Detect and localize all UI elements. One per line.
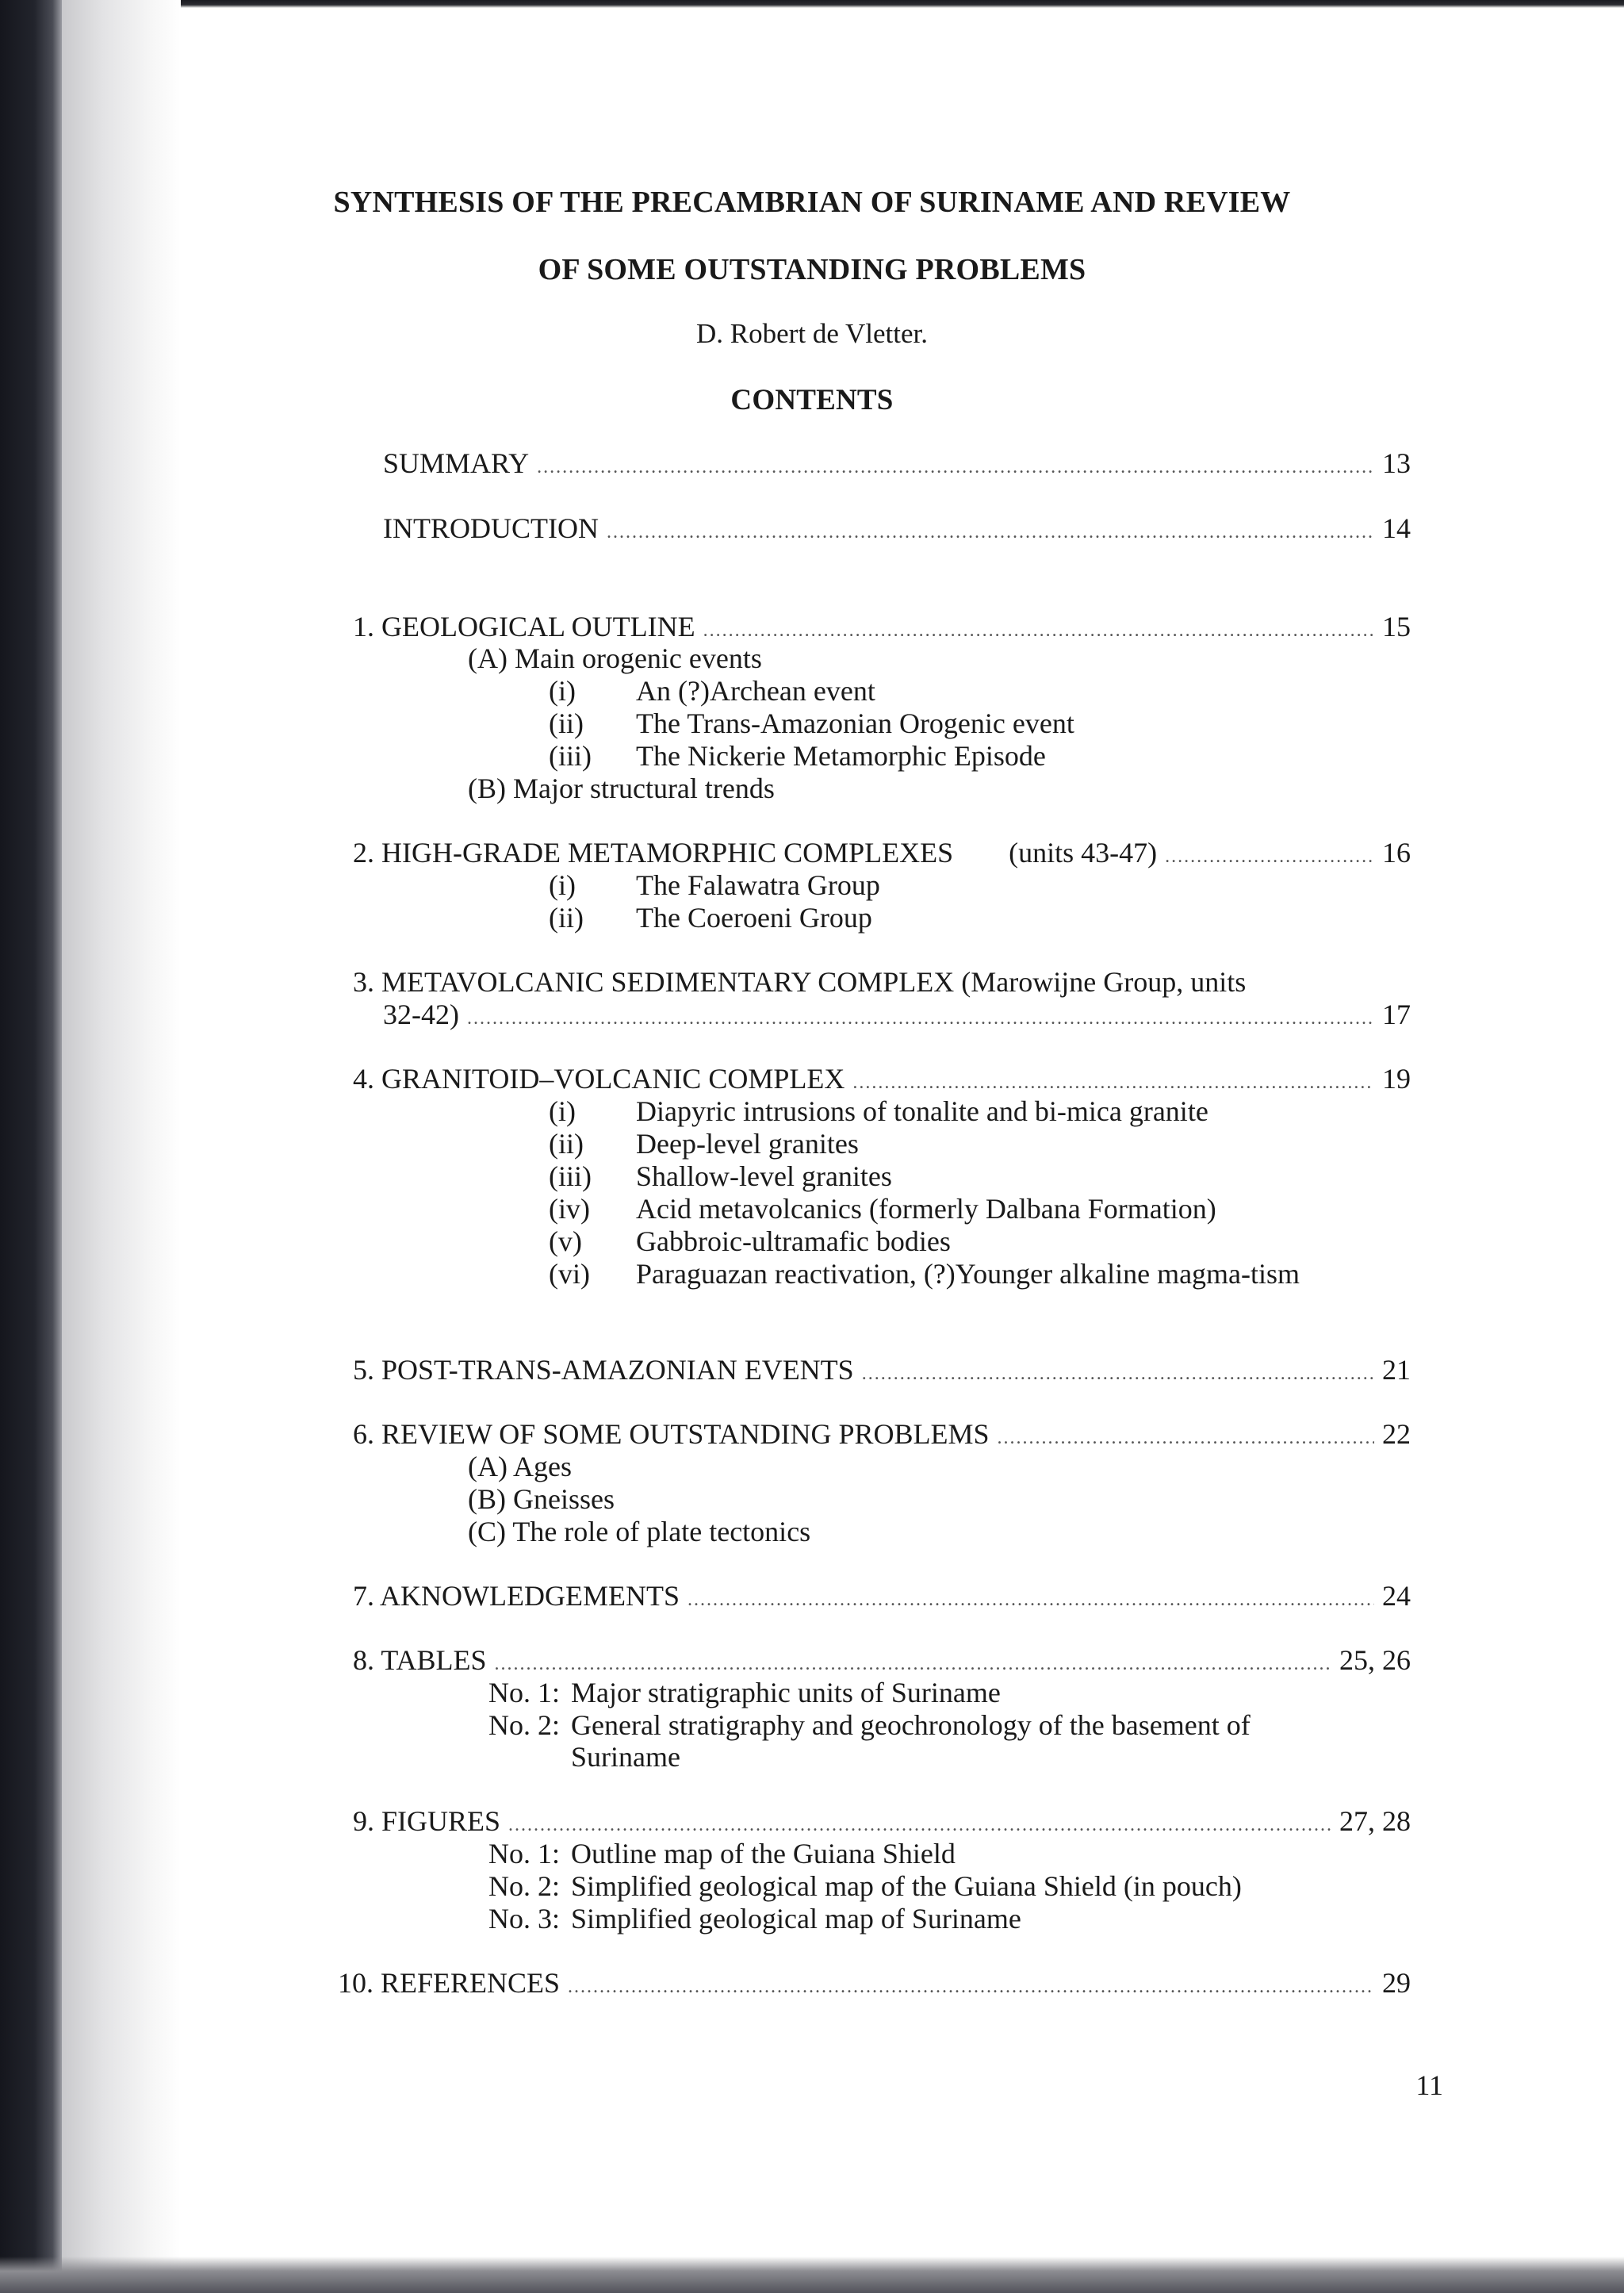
toc-page-number: 19 <box>1382 1063 1411 1095</box>
toc-page-number: 17 <box>1382 999 1411 1030</box>
author: D. Robert de Vletter. <box>696 318 928 349</box>
toc-subentry: (v) Gabbroic-ultramafic bodies <box>549 1225 951 1257</box>
toc-subentry: (ii) The Trans-Amazonian Orogenic event <box>549 707 1074 739</box>
toc-units: (units 43-47) <box>1009 837 1158 869</box>
toc-subentry: (vi) Paraguazan reactivation, (?)Younger alkaline magma-tism <box>549 1258 1300 1290</box>
toc-label: 7. AKNOWLEDGEMENTS <box>353 1580 680 1612</box>
leader-dots <box>852 1063 1374 1099</box>
toc-entry-high-grade-metamorphic[interactable] <box>353 837 1411 872</box>
toc-page-number: 27, 28 <box>1339 1805 1411 1837</box>
leader-dots <box>1165 837 1374 872</box>
toc-page-number: 16 <box>1382 837 1411 869</box>
toc-entry-summary[interactable] <box>383 447 1411 483</box>
toc-entry-geological-outline[interactable] <box>353 611 1411 646</box>
toc-label: 10. REFERENCES <box>338 1967 561 1999</box>
toc-page-number: 13 <box>1382 447 1411 479</box>
toc-entry-acknowledgements[interactable] <box>353 1580 1411 1616</box>
toc-page-number: 22 <box>1382 1418 1411 1450</box>
toc-page-number: 14 <box>1382 512 1411 544</box>
toc-subentry: (B) Major structural trends <box>468 773 775 804</box>
toc-subentry: (A) Ages <box>468 1451 572 1482</box>
toc-subentry: (B) Gneisses <box>468 1483 615 1515</box>
toc-table-item: No. 2: General stratigraphy and geochronology of the basement of Suriname <box>488 1709 1251 1773</box>
toc-figure-item: No. 1: Outline map of the Guiana Shield <box>488 1838 956 1869</box>
toc-label: 32-42) <box>383 999 459 1030</box>
leader-dots <box>494 1644 1331 1680</box>
toc-label: 6. REVIEW OF SOME OUTSTANDING PROBLEMS <box>353 1418 990 1450</box>
toc-subentry: (iv) Acid metavolcanics (formerly Dalbana Formation) <box>549 1193 1216 1225</box>
toc-entry-figures[interactable] <box>353 1805 1411 1841</box>
toc-page-number: 15 <box>1382 611 1411 642</box>
toc-label: 2. HIGH-GRADE METAMORPHIC COMPLEXES <box>353 837 954 869</box>
title-line-1: SYNTHESIS OF THE PRECAMBRIAN OF SURINAME AND REVIEW <box>333 186 1291 219</box>
toc-subentry: (iii) The Nickerie Metamorphic Episode <box>549 740 1046 772</box>
toc-label: 1. GEOLOGICAL OUTLINE <box>353 611 695 642</box>
toc-label: INTRODUCTION <box>383 512 599 544</box>
toc-table-item: No. 1: Major stratigraphic units of Suriname <box>488 1677 1001 1708</box>
toc-label: 8. TABLES <box>353 1644 487 1676</box>
title-line-2: OF SOME OUTSTANDING PROBLEMS <box>538 253 1086 286</box>
toc-entry-metavolcanic-line-1[interactable]: 3. METAVOLCANIC SEDIMENTARY COMPLEX (Marowijne Group, units <box>353 966 1247 998</box>
toc-subentry: (iii) Shallow-level granites <box>549 1160 892 1192</box>
toc-entry-references[interactable] <box>338 1967 1411 2003</box>
toc-entry-tables[interactable] <box>353 1644 1411 1680</box>
toc-figure-item: No. 2: Simplified geological map of the Guiana Shield (in pouch) <box>488 1870 1242 1902</box>
toc-page-number: 21 <box>1382 1354 1411 1386</box>
toc-subentry: (C) The role of plate tectonics <box>468 1516 811 1547</box>
toc-label: 4. GRANITOID–VOLCANIC COMPLEX <box>353 1063 845 1095</box>
toc-subentry: (ii) Deep-level granites <box>549 1128 859 1160</box>
toc-label: SUMMARY <box>383 447 530 479</box>
toc-subentry: (i) The Falawatra Group <box>549 869 880 901</box>
toc-entry-introduction[interactable] <box>383 512 1411 548</box>
toc-figure-item: No. 3: Simplified geological map of Suriname <box>488 1903 1021 1934</box>
toc-entry-granitoid-volcanic[interactable] <box>353 1063 1411 1099</box>
leader-dots <box>508 1805 1331 1841</box>
leader-dots <box>467 999 1374 1034</box>
toc-entry-review-problems[interactable] <box>353 1418 1411 1454</box>
toc-page-number: 24 <box>1382 1580 1411 1612</box>
leader-dots <box>537 447 1374 483</box>
page-number: 11 <box>1415 2069 1443 2101</box>
toc-subentry: (i) An (?)Archean event <box>549 675 875 707</box>
toc-page-number: 29 <box>1382 1967 1411 1999</box>
toc-subentry: (ii) The Coeroeni Group <box>549 902 872 934</box>
toc-label: 9. FIGURES <box>353 1805 501 1837</box>
toc-entry-metavolcanic-line-2[interactable] <box>383 999 1411 1034</box>
toc-entry-post-trans-amazonian[interactable] <box>353 1354 1411 1390</box>
leader-dots <box>862 1354 1374 1390</box>
toc-subentry: (A) Main orogenic events <box>468 642 762 674</box>
leader-dots <box>568 1967 1374 2003</box>
toc-label: 5. POST-TRANS-AMAZONIAN EVENTS <box>353 1354 854 1386</box>
contents-heading: CONTENTS <box>730 384 894 416</box>
leader-dots <box>607 512 1374 548</box>
toc-page-number: 25, 26 <box>1339 1644 1411 1676</box>
leader-dots <box>998 1418 1375 1454</box>
leader-dots <box>688 1580 1374 1616</box>
toc-subentry: (i) Diapyric intrusions of tonalite and bi-mica granite <box>549 1095 1208 1127</box>
leader-dots <box>703 611 1374 646</box>
